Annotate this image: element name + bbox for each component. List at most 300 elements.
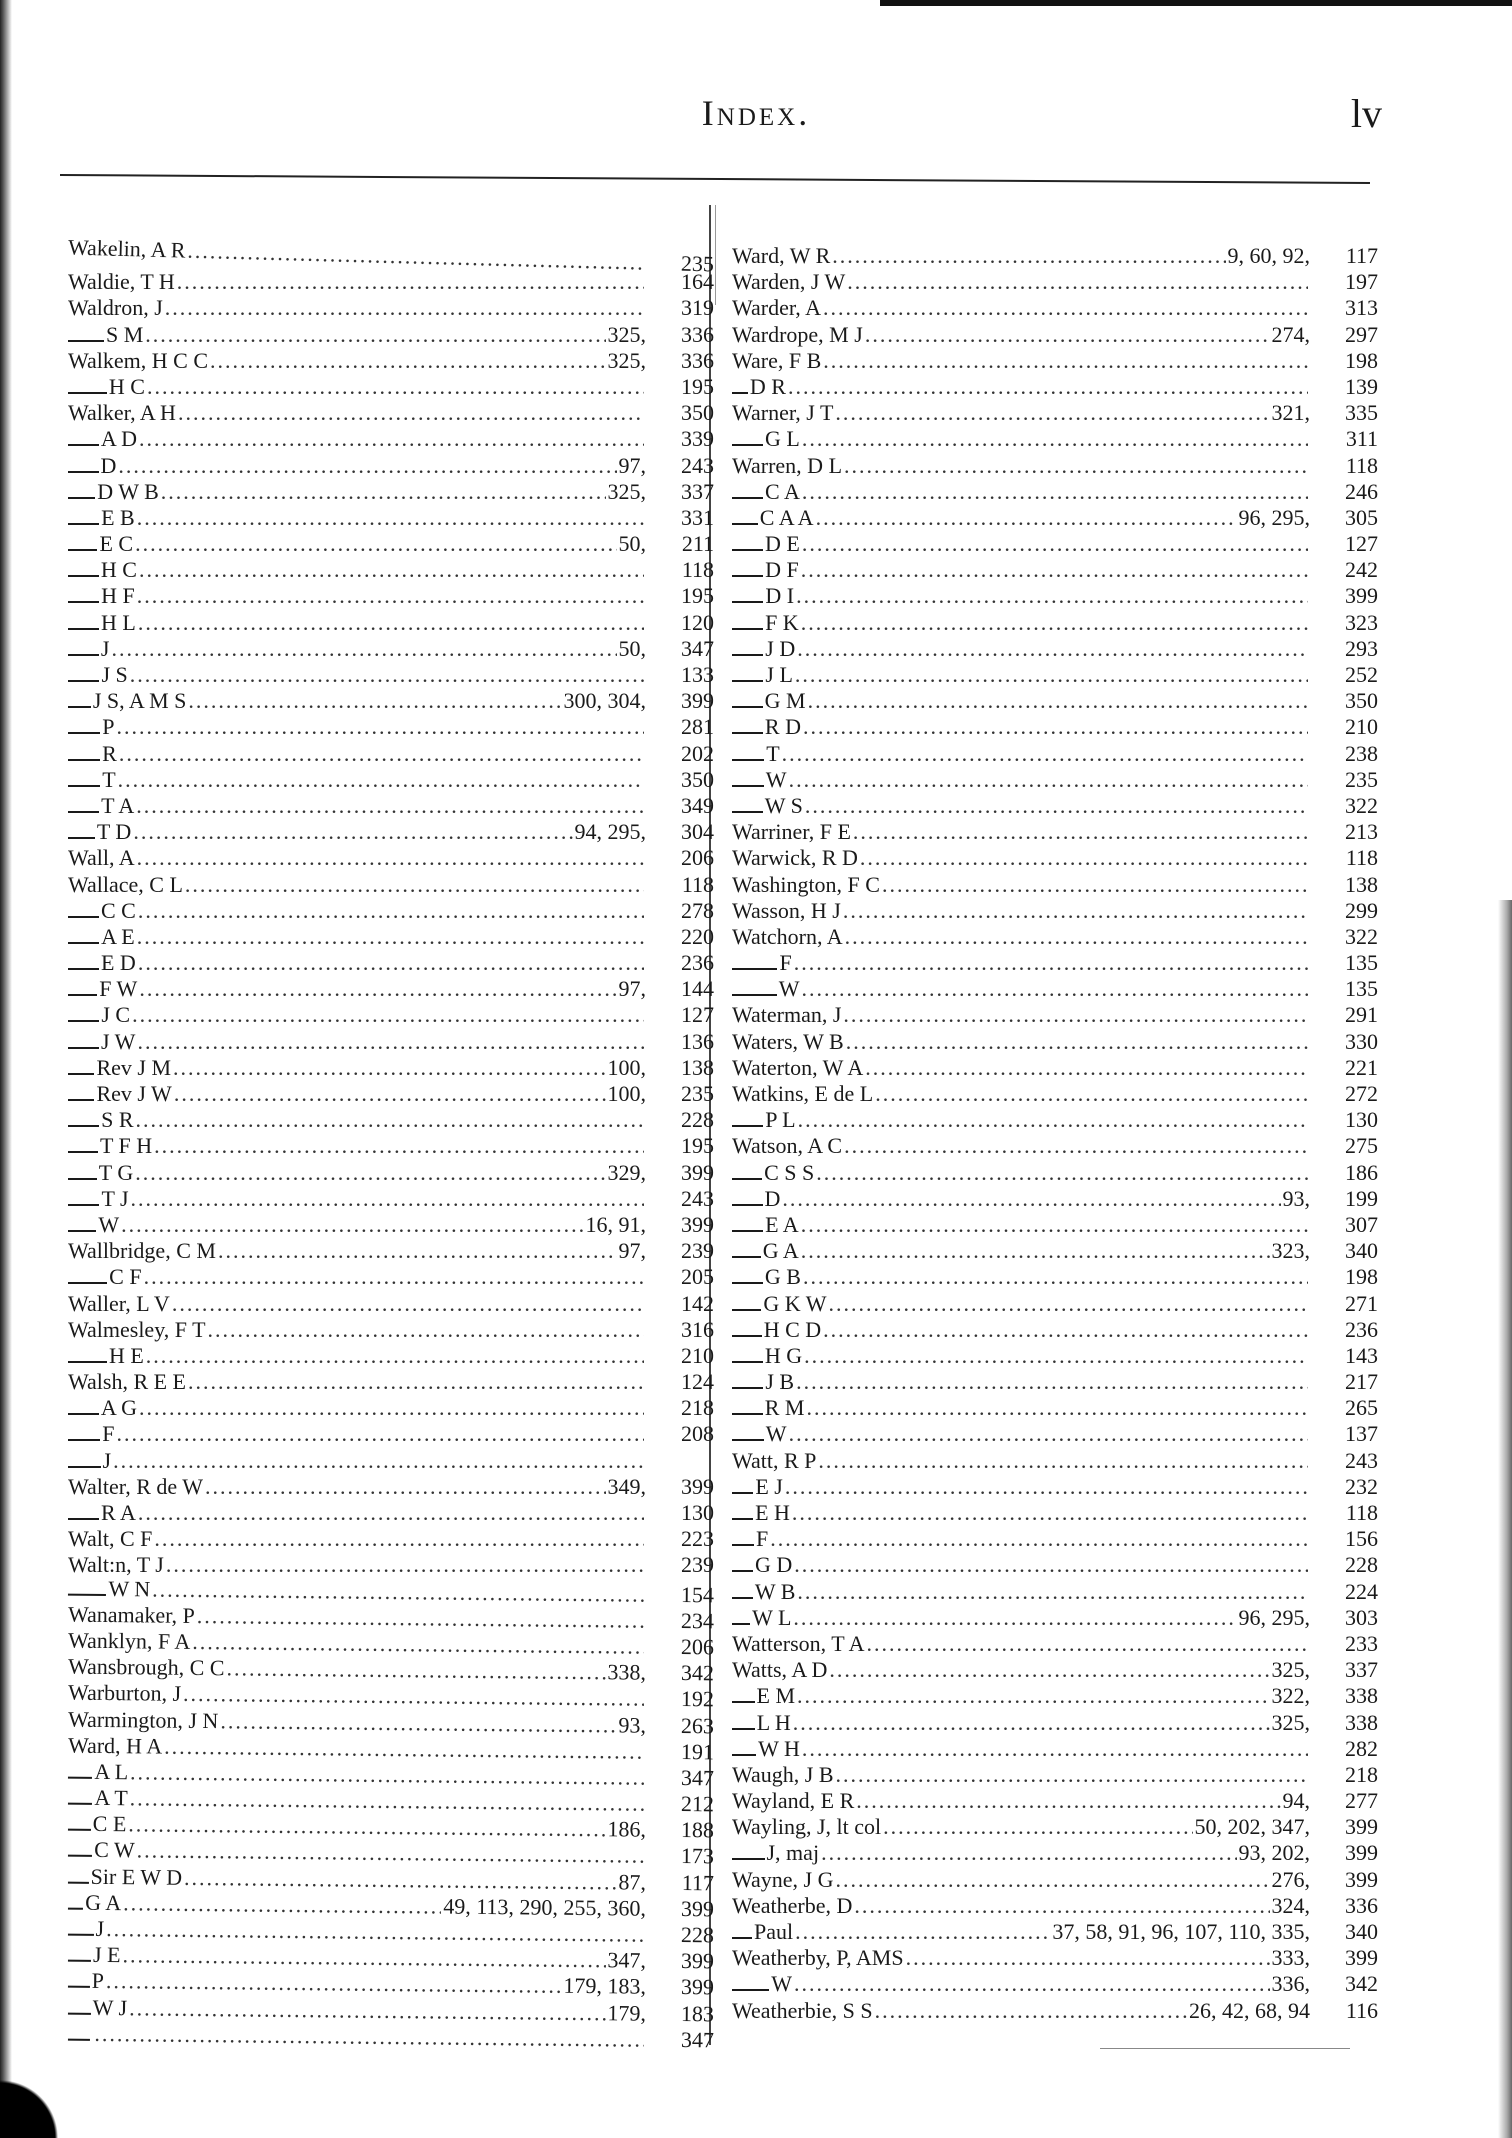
entry-page: 118: [1345, 452, 1378, 478]
entry-name: Watkins, E de L: [732, 1081, 874, 1106]
dot-leaders: [133, 819, 572, 845]
entry-page: 349: [681, 792, 714, 818]
index-entry: [68, 1395, 714, 1421]
entry-name: Waldie, T H: [68, 269, 175, 295]
ditto-dash: [732, 1377, 763, 1389]
index-entry: [732, 924, 1378, 950]
dot-leaders: [835, 1867, 1269, 1893]
index-entry: [68, 741, 714, 767]
entry-name: J: [95, 1915, 105, 1941]
index-entry: [732, 1657, 1378, 1683]
dot-leaders: [130, 662, 644, 688]
entry-page: 305: [1345, 504, 1378, 530]
entry-page: 143: [1345, 1342, 1378, 1368]
entry-name: J W: [101, 1028, 136, 1054]
dot-leaders: [785, 1474, 1308, 1500]
entry-page: 340: [1345, 1238, 1378, 1264]
entry-page: 228: [680, 1922, 715, 1948]
ditto-dash: [732, 1246, 761, 1258]
ditto-dash: [68, 1766, 93, 1778]
index-entry: [732, 662, 1378, 688]
entry-refs: 93,: [1282, 1185, 1310, 1211]
dot-leaders: [138, 898, 644, 924]
entry-page: 220: [681, 923, 714, 949]
ditto-dash: [68, 1508, 99, 1520]
ditto-dash: [732, 1587, 753, 1599]
ditto-dash: [732, 434, 763, 446]
entry-page: 319: [681, 295, 714, 321]
entry-name: J S, A M S: [92, 688, 187, 714]
index-entry: [732, 505, 1378, 531]
entry-name: Warner, J T: [732, 400, 834, 426]
entry-page: 224: [1345, 1578, 1378, 1604]
dot-leaders: [795, 1919, 1050, 1945]
index-entry: [68, 531, 714, 557]
index-entry: [68, 1186, 714, 1212]
dot-leaders: [183, 1681, 644, 1712]
entry-name: J L: [765, 662, 793, 687]
entry-name: Wasson, H J: [732, 897, 841, 923]
index-entry: [732, 243, 1378, 269]
ditto-dash: [732, 487, 763, 499]
ditto-dash: [68, 1793, 93, 1805]
dot-leaders: [117, 1421, 644, 1447]
dot-leaders: [797, 1683, 1270, 1709]
entry-name: Waldron, J: [68, 295, 163, 321]
column-divider-secondary: [715, 205, 716, 305]
dot-leaders: [154, 1526, 644, 1552]
dot-leaders: [847, 269, 1308, 295]
dot-leaders: [118, 453, 616, 479]
entry-name: Walt, C F: [68, 1526, 153, 1552]
entry-page: 399: [681, 1159, 714, 1185]
ditto-dash: [68, 539, 97, 551]
ditto-dash: [68, 1010, 99, 1022]
entry-page: 303: [1345, 1604, 1378, 1630]
ditto-dash: [732, 1482, 753, 1494]
ditto-dash: [68, 722, 100, 734]
entry-page: 118: [1345, 845, 1378, 871]
index-entry: [68, 845, 714, 871]
dot-leaders: [174, 1081, 606, 1107]
ditto-dash: [732, 696, 763, 708]
ditto-dash: [732, 1691, 755, 1703]
entry-page: 206: [681, 845, 714, 871]
dot-leaders: [210, 348, 606, 374]
entry-page: 133: [681, 662, 714, 687]
entry-page: 243: [681, 452, 714, 478]
index-entry: [732, 610, 1378, 636]
index-entry: [68, 557, 714, 583]
dot-leaders: [138, 950, 644, 976]
entry-name: Wanklyn, F A: [67, 1627, 191, 1654]
dot-leaders: [123, 1890, 441, 1920]
dot-leaders: [172, 1291, 644, 1317]
entry-page: 199: [1345, 1185, 1378, 1211]
entry-name: Warburton, J: [67, 1679, 182, 1707]
ditto-dash: [68, 696, 91, 708]
index-entry: [732, 767, 1378, 793]
entry-name: E J: [755, 1473, 783, 1499]
entry-page: 135: [1345, 976, 1378, 1002]
entry-page: 118: [681, 557, 714, 583]
index-entry: [732, 1421, 1378, 1447]
index-entry: [732, 269, 1378, 295]
entry-page: 337: [681, 478, 714, 504]
index-entry: [68, 1002, 714, 1028]
dot-leaders: [138, 1500, 644, 1526]
entry-refs: 322,: [1271, 1683, 1310, 1709]
entry-name: Rev J W: [96, 1081, 172, 1106]
entry-page: 232: [1345, 1473, 1378, 1499]
entry-page: 118: [1345, 1500, 1378, 1525]
ditto-dash: [68, 461, 99, 473]
entry-page: 136: [681, 1028, 714, 1054]
entry-name: R M: [764, 1395, 805, 1421]
entry-name: W N: [108, 1575, 151, 1602]
index-entry: [732, 1291, 1378, 1317]
dot-leaders: [136, 793, 644, 819]
ditto-dash: [68, 801, 99, 813]
dot-leaders: [798, 1107, 1308, 1133]
entry-name: Wayne, J G: [732, 1866, 834, 1892]
entry-page: 272: [1345, 1081, 1378, 1106]
dot-leaders: [906, 1945, 1270, 1971]
entry-name: S R: [101, 1107, 134, 1133]
entry-page: 336: [681, 347, 714, 373]
dot-leaders: [185, 872, 644, 898]
entry-page: 120: [681, 609, 714, 635]
dot-leaders: [823, 295, 1308, 321]
dot-leaders: [139, 426, 644, 452]
entry-page: 164: [681, 269, 714, 295]
ditto-dash: [732, 1115, 763, 1127]
index-entry: [732, 1683, 1378, 1709]
index-entry: [68, 636, 714, 662]
entry-name: L H: [756, 1709, 791, 1735]
entry-refs: 325,: [607, 321, 646, 347]
entry-page: 213: [1345, 819, 1378, 845]
entry-refs: 26, 42, 68, 94: [1189, 1997, 1310, 2023]
entry-name: W: [98, 1211, 120, 1237]
entry-page: 330: [1345, 1028, 1378, 1054]
index-entry: [732, 1160, 1378, 1186]
dot-leaders: [165, 295, 644, 321]
index-entry: [732, 1814, 1378, 1840]
entry-name: Warden, J W: [732, 269, 846, 295]
entry-name: E C: [99, 531, 134, 557]
page-number: lv: [1350, 91, 1382, 136]
entry-name: Watt, R P: [732, 1447, 817, 1473]
index-entry: [732, 1919, 1378, 1945]
entry-refs: 186,: [607, 1816, 647, 1842]
index-entry: [732, 1343, 1378, 1369]
entry-refs: 96, 295,: [1238, 1604, 1310, 1630]
index-entry: [732, 1893, 1378, 1919]
entry-page: 197: [1345, 269, 1378, 295]
dot-leaders: [119, 741, 644, 767]
entry-page: 173: [680, 1843, 715, 1869]
dot-leaders: [794, 950, 1308, 976]
dot-leaders: [801, 557, 1308, 583]
entry-name: Paul: [753, 1919, 794, 1944]
dot-leaders: [802, 531, 1308, 557]
ditto-dash: [68, 2028, 91, 2040]
index-entry: [732, 1317, 1378, 1343]
index-entry: [732, 1055, 1378, 1081]
entry-page: 350: [681, 766, 714, 792]
entry-refs: 93, 202,: [1238, 1840, 1310, 1866]
entry-page: 186: [1345, 1159, 1378, 1185]
entry-name: E D: [100, 950, 136, 976]
entry-name: W B: [754, 1578, 796, 1604]
entry-name: D R: [749, 373, 786, 399]
entry-refs: 325,: [607, 478, 646, 504]
dot-leaders: [882, 872, 1308, 898]
entry-name: F W: [99, 976, 138, 1002]
entry-page: 116: [1345, 1997, 1378, 2023]
dot-leaders: [803, 714, 1308, 740]
dot-leaders: [173, 1055, 605, 1081]
index-entry: [732, 479, 1378, 505]
index-entry: [732, 322, 1378, 348]
entry-page: 228: [681, 1107, 714, 1133]
index-entry: [732, 426, 1378, 452]
entry-name: Watson, A C: [732, 1133, 843, 1159]
entry-page: 236: [681, 950, 714, 976]
entry-name: W: [771, 1971, 792, 1997]
entry-name: W H: [758, 1735, 800, 1761]
entry-page: 234: [680, 1607, 715, 1634]
entry-name: W S: [764, 792, 803, 818]
dot-leaders: [220, 1708, 616, 1738]
entry-page: 211: [681, 531, 714, 557]
ditto-dash: [68, 644, 99, 656]
index-entry: [68, 662, 714, 688]
footer-rule: [1100, 2048, 1350, 2049]
entry-page: 399: [681, 1473, 714, 1499]
entry-page: 195: [681, 583, 714, 609]
entry-refs: 300, 304,: [563, 688, 646, 714]
ditto-dash: [68, 1924, 94, 1936]
entry-page: 335: [1345, 400, 1378, 426]
entry-name: F: [102, 1421, 115, 1447]
entry-page: 323: [1345, 609, 1378, 635]
dot-leaders: [821, 1840, 1236, 1866]
index-entry: [68, 898, 714, 924]
entry-page: 135: [1345, 950, 1378, 976]
index-entry: [68, 1081, 714, 1107]
entry-page: 338: [1345, 1683, 1378, 1709]
ditto-dash: [68, 906, 99, 918]
dot-leaders: [801, 1238, 1270, 1264]
index-entry: [68, 453, 714, 479]
dot-leaders: [792, 1500, 1308, 1526]
entry-name: G K W: [763, 1290, 827, 1316]
entry-name: Wayling, J, lt col: [732, 1814, 882, 1840]
index-entry: [68, 348, 714, 374]
dot-leaders: [113, 1448, 644, 1474]
entry-page: 275: [1345, 1133, 1378, 1159]
index-entry: [732, 1605, 1378, 1631]
entry-name: R D: [764, 714, 801, 740]
entry-refs: 325,: [1271, 1657, 1310, 1683]
index-entry: [68, 400, 714, 426]
index-entry: [68, 583, 714, 609]
entry-name: F K: [765, 609, 799, 635]
entry-page: 263: [680, 1712, 715, 1738]
entry-page: 205: [681, 1264, 714, 1290]
index-entry: [68, 1291, 714, 1317]
entry-name: Waller, L V: [68, 1290, 170, 1316]
entry-refs: 338,: [607, 1659, 647, 1685]
entry-name: D I: [765, 583, 795, 609]
dot-leaders: [166, 1552, 644, 1578]
dot-leaders: [836, 1762, 1308, 1788]
entry-page: 399: [681, 688, 714, 714]
dot-leaders: [137, 924, 644, 950]
entry-name: Wakelin, A R: [67, 234, 186, 263]
dot-leaders: [132, 1002, 644, 1028]
index-entry: [732, 714, 1378, 740]
index-entry: [732, 741, 1378, 767]
entry-refs: 100,: [607, 1081, 646, 1106]
dot-leaders: [154, 1133, 644, 1159]
dot-leaders: [801, 610, 1308, 636]
ditto-dash: [68, 1037, 99, 1049]
entry-refs: 179,: [607, 1999, 647, 2026]
ditto-dash: [732, 749, 764, 761]
index-entry: [732, 374, 1378, 400]
ditto-dash: [732, 1325, 762, 1337]
index-entry: [732, 1840, 1378, 1866]
entry-page: 278: [681, 897, 714, 923]
entry-name: Ward, H A: [67, 1732, 163, 1759]
ditto-dash: [68, 618, 99, 630]
entry-name: E B: [101, 504, 135, 530]
entry-page: 342: [1345, 1971, 1378, 1997]
entry-page: 399: [680, 1974, 715, 2000]
entry-name: Watts, A D: [732, 1657, 828, 1683]
entry-refs: 347,: [607, 1947, 647, 1973]
dot-leaders: [147, 374, 644, 400]
index-entry: [732, 1186, 1378, 1212]
entry-page: 265: [1345, 1395, 1378, 1421]
entry-page: 350: [1345, 688, 1378, 714]
entry-page: 218: [681, 1395, 714, 1421]
ditto-dash: [732, 382, 748, 394]
dot-leaders: [856, 1788, 1280, 1814]
index-entry: [732, 1107, 1378, 1133]
ditto-dash: [68, 1583, 107, 1595]
index-entry: [68, 793, 714, 819]
dot-leaders: [853, 819, 1308, 845]
dot-leaders: [806, 1395, 1308, 1421]
entry-name: C W: [94, 1837, 135, 1863]
ditto-dash: [732, 1534, 754, 1546]
dot-leaders: [789, 1421, 1308, 1447]
dot-leaders: [131, 1186, 644, 1212]
entry-page: 218: [1345, 1761, 1378, 1787]
entry-name: C E: [92, 1811, 127, 1837]
entry-name: F: [779, 950, 792, 976]
entry-refs: 97,: [618, 452, 646, 478]
entry-name: Waterman, J: [732, 1002, 842, 1028]
ditto-dash: [732, 1508, 753, 1520]
entry-page: 252: [1345, 662, 1378, 687]
entry-page: 399: [1345, 1866, 1378, 1892]
ditto-dash: [68, 984, 97, 996]
entry-page: 192: [680, 1686, 715, 1712]
entry-refs: 324,: [1271, 1892, 1310, 1918]
entry-page: 399: [681, 1211, 714, 1237]
dot-leaders: [835, 400, 1269, 426]
entry-refs: 37, 58, 91, 96, 107, 110, 335,: [1052, 1919, 1310, 1944]
entry-refs: 333,: [1271, 1945, 1310, 1971]
entry-page: 142: [681, 1290, 714, 1316]
ditto-dash: [68, 749, 100, 761]
dot-leaders: [832, 243, 1225, 269]
entry-page: 293: [1345, 635, 1378, 661]
entry-name: J: [102, 1447, 112, 1473]
ditto-dash: [68, 1950, 91, 1962]
page-title: Index.: [701, 93, 811, 133]
index-entry: [732, 1945, 1378, 1971]
entry-name: C S S: [764, 1159, 815, 1185]
dot-leaders: [802, 976, 1308, 1002]
index-entry: [732, 636, 1378, 662]
entry-name: F: [755, 1526, 769, 1552]
ditto-dash: [732, 644, 763, 656]
entry-name: Weatherby, P, AMS: [732, 1945, 904, 1971]
entry-page: 202: [681, 740, 714, 766]
entry-name: Wall, A: [68, 845, 135, 871]
dot-leaders: [816, 505, 1237, 531]
entry-name: W: [778, 976, 800, 1002]
entry-name: A T: [94, 1784, 128, 1811]
entry-page: 347: [681, 635, 714, 661]
entry-name: T G: [98, 1159, 134, 1185]
dot-leaders: [137, 505, 644, 531]
ditto-dash: [732, 1718, 755, 1730]
index-entry: [68, 767, 714, 793]
ditto-dash: [732, 670, 763, 682]
index-entry: [68, 1029, 714, 1055]
entry-page: 337: [1345, 1657, 1378, 1683]
ditto-dash: [68, 330, 104, 342]
ditto-dash: [732, 1979, 769, 1991]
index-entry: [732, 1212, 1378, 1238]
dot-leaders: [145, 322, 605, 348]
index-entry: [732, 1264, 1378, 1290]
entry-name: H G: [764, 1342, 803, 1368]
entry-name: T F H: [99, 1133, 153, 1159]
entry-page: 137: [1345, 1421, 1378, 1447]
index-entry: [68, 872, 714, 898]
entry-page: 336: [681, 321, 714, 347]
index-entry: [732, 688, 1378, 714]
index-entry: [732, 1081, 1378, 1107]
index-entry: [68, 950, 714, 976]
index-entry: [68, 374, 714, 400]
index-entry: [68, 1474, 714, 1500]
index-entry: [68, 1448, 714, 1474]
dot-leaders: [121, 1212, 583, 1238]
index-entry: [732, 1029, 1378, 1055]
entry-refs: 94,: [1282, 1788, 1310, 1814]
dot-leaders: [843, 1002, 1308, 1028]
index-entry: [68, 505, 714, 531]
